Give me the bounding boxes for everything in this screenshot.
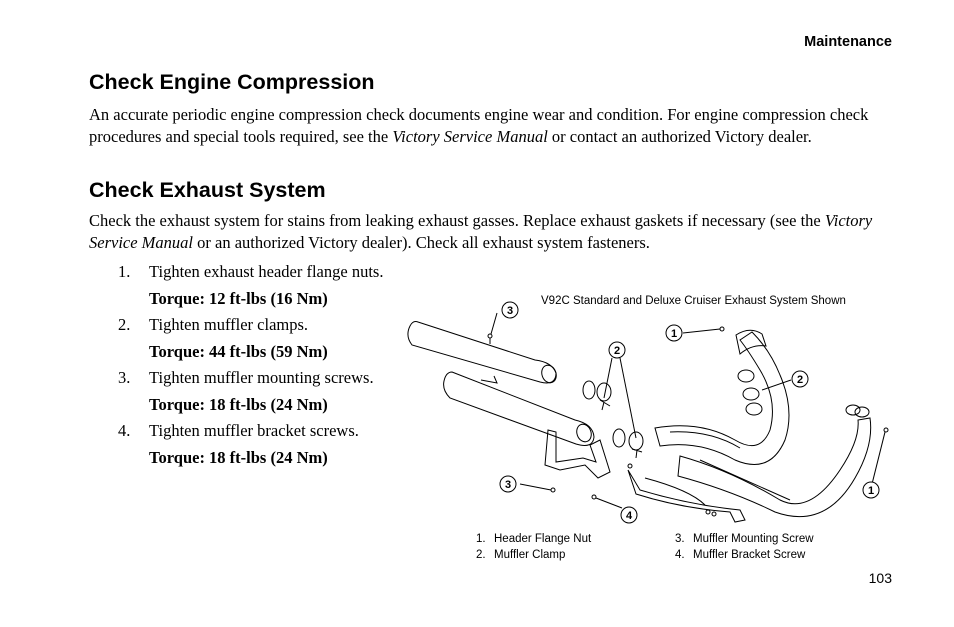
step-number: 4.: [118, 421, 131, 440]
callout-2-right: [792, 371, 808, 387]
callout-label: 3: [506, 305, 514, 317]
steps-list: [89, 259, 429, 471]
muffler-clamp-lower: [613, 429, 643, 458]
compression-heading: Check Engine Compression: [89, 70, 375, 94]
step-text: Tighten muffler bracket screws.: [149, 421, 359, 440]
legend-left: [476, 531, 591, 563]
callout-2-left: [609, 342, 625, 358]
front-head-pipe: [678, 418, 871, 517]
compression-text-2: or contact an authorized Victory dealer.: [547, 126, 812, 146]
callout-label: 1: [670, 328, 678, 340]
section-header: Maintenance: [804, 34, 892, 50]
step-torque: Torque: 18 ft-lbs (24 Nm): [149, 448, 328, 467]
step-text: Tighten muffler mounting screws.: [149, 368, 374, 387]
legend-number: 1.: [476, 533, 486, 545]
lower-muffler: [444, 372, 594, 445]
exhaust-system-diagram: [405, 290, 900, 540]
callout-label: 4: [625, 510, 633, 522]
callout-label: 3: [504, 479, 512, 491]
legend-item: [675, 531, 814, 547]
step-torque: Torque: 18 ft-lbs (24 Nm): [149, 395, 328, 414]
callout-4: [621, 507, 637, 523]
legend-number: 4.: [675, 549, 685, 561]
legend-label: Muffler Clamp: [494, 549, 566, 561]
legend-number: 3.: [675, 533, 685, 545]
exhaust-heading: Check Exhaust System: [89, 178, 326, 202]
legend-right: [675, 531, 814, 563]
legend-label: Header Flange Nut: [494, 533, 592, 545]
step-text: Tighten muffler clamps.: [149, 315, 309, 334]
step-torque: Torque: 12 ft-lbs (16 Nm): [149, 289, 328, 308]
rear-head-pipe: [655, 332, 789, 465]
exhaust-text-2: or an authorized Victory dealer). Check all exhaust system fasteners.: [193, 232, 650, 252]
step-number: 3.: [118, 368, 131, 387]
figure-caption: V92C Standard and Deluxe Cruiser Exhaust System Shown: [541, 295, 846, 307]
service-manual-ref: Victory Service Manual: [392, 126, 548, 146]
upper-muffler: [408, 322, 556, 383]
callout-1-right: [863, 482, 879, 498]
step-text: Tighten exhaust header flange nuts.: [149, 262, 384, 281]
step-item: [89, 259, 429, 312]
muffler-bracket: [545, 430, 610, 478]
callout-label: 2: [796, 374, 804, 386]
callout-label: 2: [613, 345, 621, 357]
legend-item: [675, 547, 814, 563]
step-item: [89, 365, 429, 418]
step-item: [89, 312, 429, 365]
step-torque: Torque: 44 ft-lbs (59 Nm): [149, 342, 328, 361]
compression-paragraph: [89, 104, 879, 147]
service-manual-ref: Victory Service Manual: [89, 211, 873, 252]
legend-label: Muffler Mounting Screw: [693, 533, 814, 545]
callout-3-top: [502, 302, 518, 318]
compression-text-1: An accurate periodic engine compression check documents engine wear and condition. For engine compression check procedures and special tools required, see the: [89, 105, 869, 146]
step-number: 2.: [118, 315, 131, 334]
callout-3-bottom: [500, 476, 516, 492]
legend-item: [476, 531, 591, 547]
callout-label: 1: [867, 485, 875, 497]
step-number: 1.: [118, 262, 131, 281]
page-number: 103: [868, 570, 892, 586]
exhaust-text-1: Check the exhaust system for stains from leaking exhaust gasses. Replace exhaust gaskets if necessary (see the: [89, 211, 825, 230]
legend-item: [476, 547, 591, 563]
step-item: [89, 418, 429, 471]
callout-1-top: [666, 325, 682, 341]
legend-label: Muffler Bracket Screw: [693, 549, 806, 561]
exhaust-paragraph: [89, 210, 879, 253]
legend-number: 2.: [476, 549, 486, 561]
